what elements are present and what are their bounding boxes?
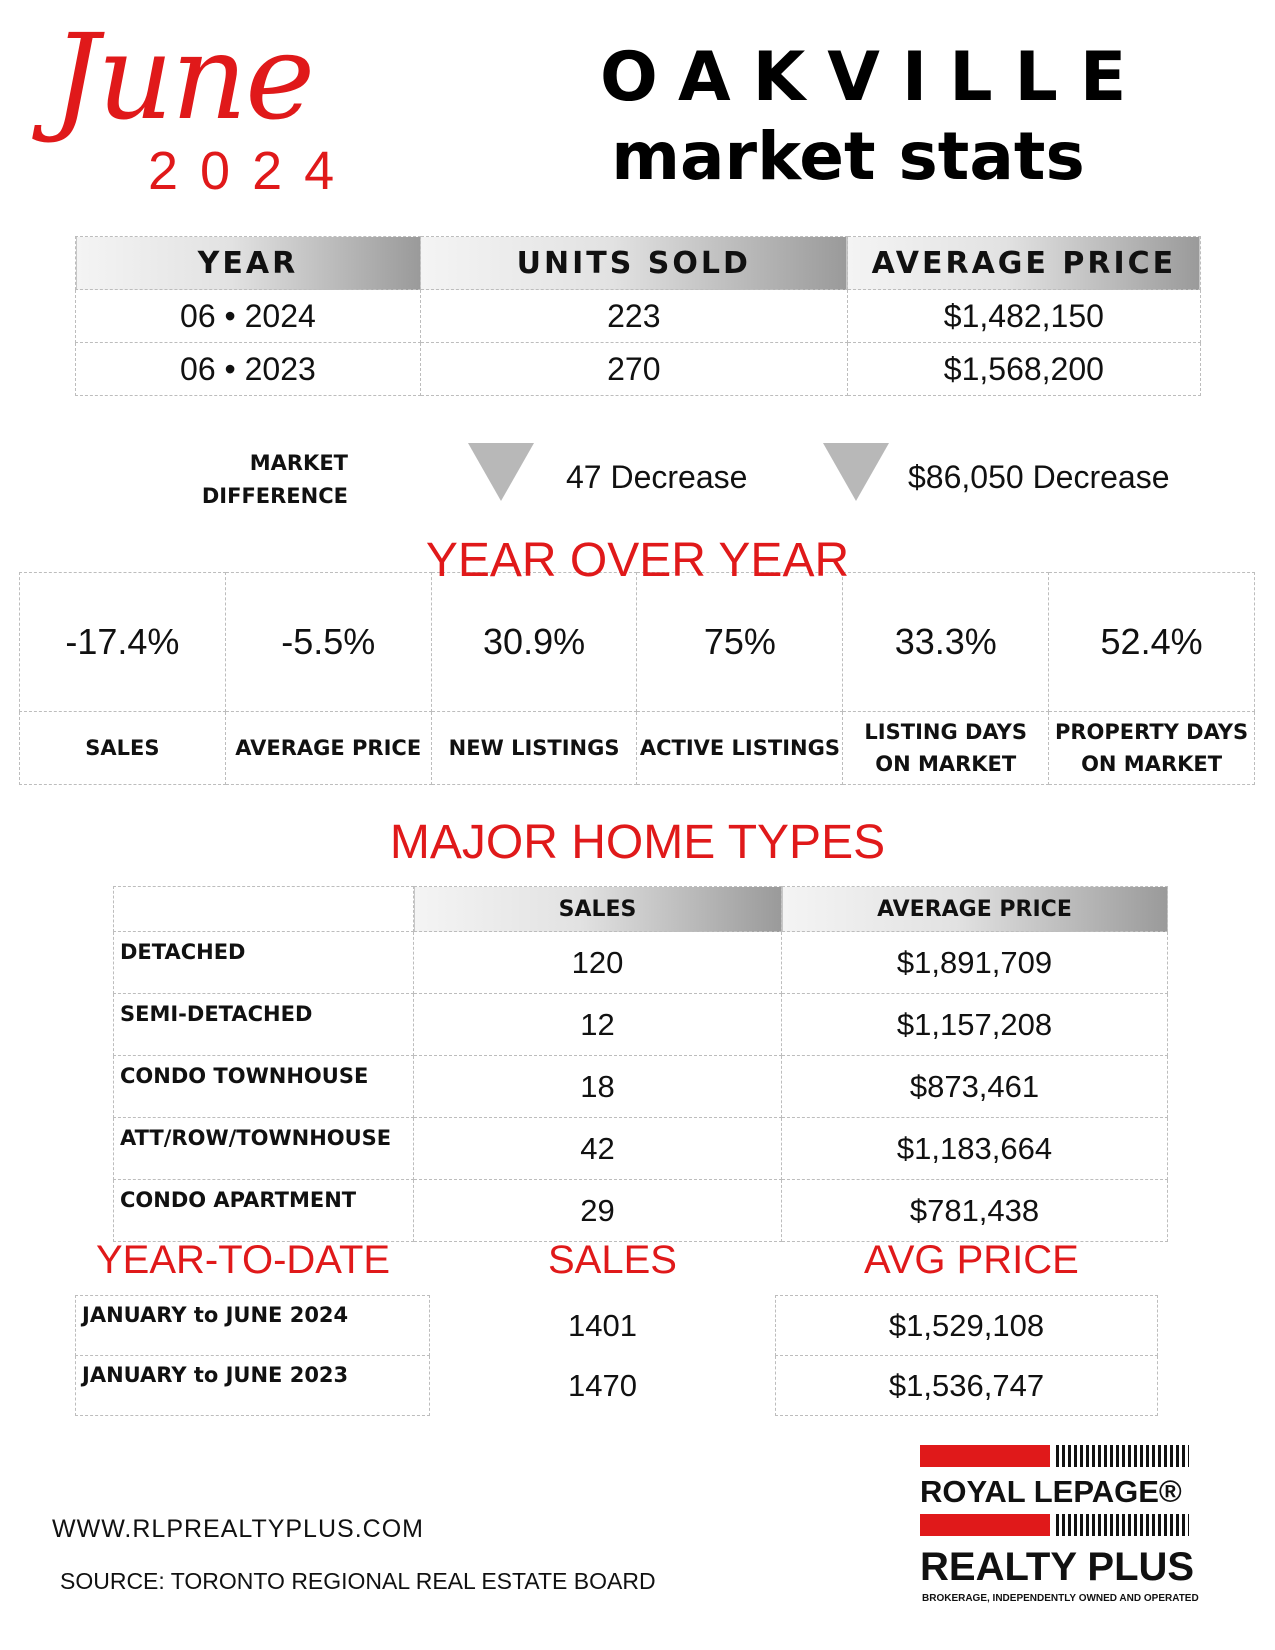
header-sales: SALES bbox=[414, 887, 782, 932]
header-blank bbox=[114, 887, 414, 932]
yoy-label-line: ACTIVE LISTINGS bbox=[639, 736, 840, 760]
home-type: ATT/ROW/TOWNHOUSE bbox=[114, 1118, 414, 1180]
yoy-label-line: AVERAGE PRICE bbox=[235, 736, 422, 760]
home-type-price: $1,183,664 bbox=[782, 1118, 1168, 1180]
yoy-label-line: SALES bbox=[85, 736, 160, 760]
yoy-label-line2: ON MARKET bbox=[1081, 752, 1223, 776]
ytd-price: $1,529,108 bbox=[776, 1296, 1158, 1356]
header-average-price: AVERAGE PRICE bbox=[782, 887, 1168, 932]
md-label-line2: DIFFERENCE bbox=[201, 484, 348, 508]
yoy-label-line2: ON MARKET bbox=[875, 752, 1017, 776]
yoy-label bbox=[20, 712, 226, 785]
logo-office: REALTY PLUS bbox=[920, 1545, 1195, 1589]
table-row bbox=[114, 1180, 1168, 1242]
home-type-sales: 42 bbox=[414, 1118, 782, 1180]
units-change: 47 Decrease bbox=[566, 459, 748, 495]
home-types-table bbox=[113, 886, 1168, 1242]
row-price: $1,482,150 bbox=[847, 290, 1200, 343]
table-row bbox=[76, 290, 1201, 343]
table-row bbox=[114, 932, 1168, 994]
ytd-price: $1,536,747 bbox=[776, 1356, 1158, 1416]
home-types-heading: MAJOR HOME TYPES bbox=[389, 816, 886, 869]
logo-red-bar bbox=[920, 1514, 1050, 1536]
home-type-sales: 29 bbox=[414, 1180, 782, 1242]
down-triangle-icon bbox=[468, 443, 534, 501]
home-type-sales: 120 bbox=[414, 932, 782, 994]
yoy-label bbox=[1049, 712, 1255, 785]
header-year: YEAR bbox=[76, 237, 421, 290]
home-types-header-row bbox=[114, 887, 1168, 932]
yoy-label-line: NEW LISTINGS bbox=[448, 736, 620, 760]
ytd-heading: YEAR-TO-DATE bbox=[96, 1238, 391, 1282]
home-type-price: $873,461 bbox=[782, 1056, 1168, 1118]
market-difference-label bbox=[190, 447, 348, 513]
month-script-title: June bbox=[52, 8, 314, 146]
table-row bbox=[76, 343, 1201, 396]
home-type: CONDO TOWNHOUSE bbox=[114, 1056, 414, 1118]
logo-tick-bar bbox=[1056, 1514, 1189, 1536]
table-row bbox=[114, 1118, 1168, 1180]
header-units-sold: UNITS SOLD bbox=[420, 237, 847, 290]
header-average-price: AVERAGE PRICE bbox=[847, 237, 1200, 290]
home-type-price: $1,891,709 bbox=[782, 932, 1168, 994]
row-units: 223 bbox=[420, 290, 847, 343]
ytd-price-heading: AVG PRICE bbox=[864, 1238, 1079, 1282]
yoy-value: -5.5% bbox=[225, 573, 431, 712]
yoy-value: 75% bbox=[637, 573, 843, 712]
city-title: OAKVILLE bbox=[600, 38, 1149, 117]
yoy-label bbox=[843, 712, 1049, 785]
ytd-sales: 1401 bbox=[568, 1307, 637, 1343]
yoy-values-row bbox=[20, 573, 1255, 712]
year-title: 2024 bbox=[148, 141, 357, 201]
home-type: CONDO APARTMENT bbox=[114, 1180, 414, 1242]
yoy-label bbox=[637, 712, 843, 785]
yoy-table bbox=[19, 572, 1255, 785]
yoy-heading: YEAR OVER YEAR bbox=[425, 534, 850, 587]
yoy-label-line: LISTING DAYS bbox=[864, 720, 1028, 744]
table-row bbox=[76, 1296, 1158, 1356]
ytd-sales: 1470 bbox=[568, 1367, 637, 1403]
yoy-label bbox=[431, 712, 637, 785]
logo-tick-bar bbox=[1056, 1445, 1189, 1467]
summary-header-row bbox=[76, 237, 1201, 290]
yoy-labels-row bbox=[20, 712, 1255, 785]
ytd-period: JANUARY to JUNE 2023 bbox=[76, 1356, 430, 1416]
brokerage-logo bbox=[920, 1445, 1199, 1605]
md-label-line1: MARKET bbox=[249, 451, 348, 475]
yoy-label-line: PROPERTY DAYS bbox=[1054, 720, 1249, 744]
price-change: $86,050 Decrease bbox=[908, 459, 1170, 495]
yoy-value: 30.9% bbox=[431, 573, 637, 712]
logo-red-bar bbox=[920, 1445, 1050, 1467]
yoy-value: -17.4% bbox=[20, 573, 226, 712]
table-row bbox=[114, 994, 1168, 1056]
ytd-period: JANUARY to JUNE 2024 bbox=[76, 1296, 430, 1356]
home-type-sales: 12 bbox=[414, 994, 782, 1056]
down-triangle-icon bbox=[823, 443, 889, 501]
home-type-price: $781,438 bbox=[782, 1180, 1168, 1242]
yoy-value: 52.4% bbox=[1049, 573, 1255, 712]
row-price: $1,568,200 bbox=[847, 343, 1200, 396]
page-subtitle: market stats bbox=[611, 118, 1085, 195]
row-year: 06 • 2024 bbox=[76, 290, 421, 343]
home-type-sales: 18 bbox=[414, 1056, 782, 1118]
summary-table bbox=[75, 236, 1201, 396]
logo-brand: ROYAL LEPAGE® bbox=[920, 1474, 1182, 1509]
home-type-price: $1,157,208 bbox=[782, 994, 1168, 1056]
website-link[interactable]: WWW.RLPREALTYPLUS.COM bbox=[52, 1515, 424, 1543]
yoy-value: 33.3% bbox=[843, 573, 1049, 712]
logo-tagline: BROKERAGE, INDEPENDENTLY OWNED AND OPERATED bbox=[922, 1593, 1199, 1604]
ytd-sales-heading: SALES bbox=[548, 1238, 677, 1282]
ytd-table bbox=[75, 1295, 1158, 1416]
row-year: 06 • 2023 bbox=[76, 343, 421, 396]
home-type: SEMI-DETACHED bbox=[114, 994, 414, 1056]
yoy-label bbox=[225, 712, 431, 785]
table-row bbox=[114, 1056, 1168, 1118]
source-note: SOURCE: TORONTO REGIONAL REAL ESTATE BOARD bbox=[60, 1568, 656, 1594]
home-type: DETACHED bbox=[114, 932, 414, 994]
table-row bbox=[76, 1356, 1158, 1416]
row-units: 270 bbox=[420, 343, 847, 396]
